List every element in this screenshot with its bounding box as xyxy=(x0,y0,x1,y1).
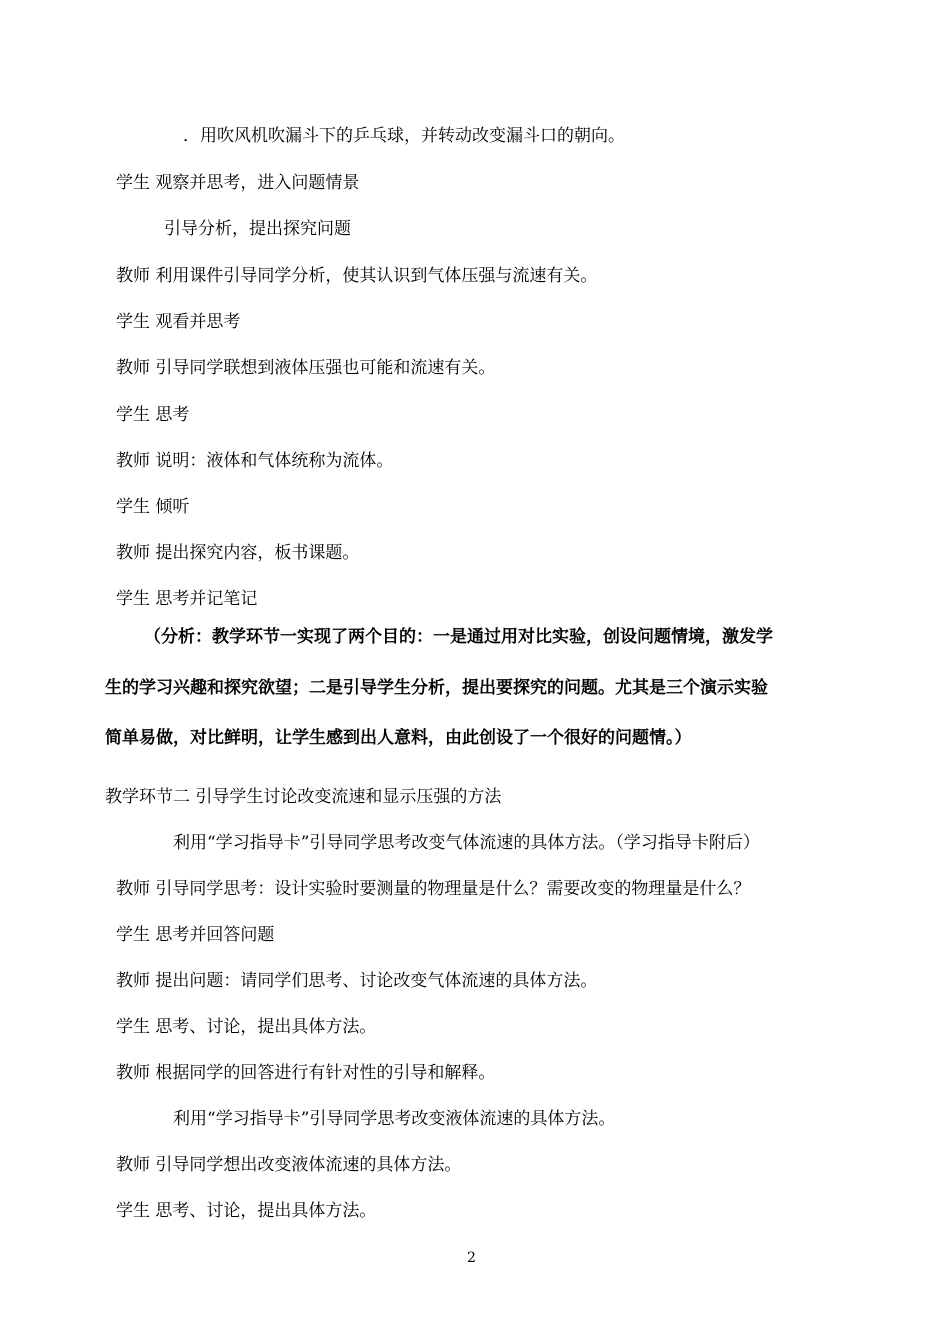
text-line-22: 利用“学习指导卡”引导同学思考改变液体流速的具体方法。 xyxy=(173,1109,616,1129)
text-line-6: 教师 引导同学联想到液体压强也可能和流速有关。 xyxy=(116,358,496,378)
text-line-2: 学生 观察并思考，进入问题情景 xyxy=(116,173,360,193)
text-line-3: 引导分析，提出探究问题 xyxy=(164,219,351,239)
text-line-5: 学生 观看并思考 xyxy=(116,312,241,332)
text-line-23: 教师 引导同学想出改变液体流速的具体方法。 xyxy=(116,1155,462,1175)
page-number: 2 xyxy=(467,1250,476,1266)
text-line-18: 学生 思考并回答问题 xyxy=(116,925,275,945)
text-line-4: 教师 利用课件引导同学分析，使其认识到气体压强与流速有关。 xyxy=(116,266,598,286)
text-line-7: 学生 思考 xyxy=(116,405,190,425)
text-line-19: 教师 提出问题：请同学们思考、讨论改变气体流速的具体方法。 xyxy=(116,971,598,991)
text-line-11: 学生 思考并记笔记 xyxy=(116,589,258,609)
text-line-20: 学生 思考、讨论，提出具体方法。 xyxy=(116,1017,377,1037)
text-line-8: 教师 说明：液体和气体统称为流体。 xyxy=(116,451,394,471)
text-line-17: 教师 引导同学思考：设计实验时要测量的物理量是什么？需要改变的物理量是什么？ xyxy=(116,879,751,899)
analysis-line-1: （分析：教学环节一实现了两个目的：一是通过用对比实验，创设问题情境，激发学 xyxy=(144,627,773,647)
analysis-line-3: 简单易做，对比鲜明，让学生感到出人意料，由此创设了一个很好的问题情。） xyxy=(105,728,692,748)
text-line-9: 学生 倾听 xyxy=(116,497,190,517)
text-line-1: ．用吹风机吹漏斗下的乒乓球，并转动改变漏斗口的朝向。 xyxy=(183,126,625,146)
text-line-16: 利用“学习指导卡”引导同学思考改变气体流速的具体方法。（学习指导卡附后） xyxy=(173,833,760,853)
section-heading: 教学环节二 引导学生讨论改变流速和显示压强的方法 xyxy=(105,787,502,807)
text-line-10: 教师 提出探究内容，板书课题。 xyxy=(116,543,360,563)
text-line-24: 学生 思考、讨论，提出具体方法。 xyxy=(116,1201,377,1221)
text-line-21: 教师 根据同学的回答进行有针对性的引导和解释。 xyxy=(116,1063,496,1083)
analysis-line-2: 生的学习兴趣和探究欲望；二是引导学生分析，提出要探究的问题。尤其是三个演示实验 xyxy=(105,678,768,698)
